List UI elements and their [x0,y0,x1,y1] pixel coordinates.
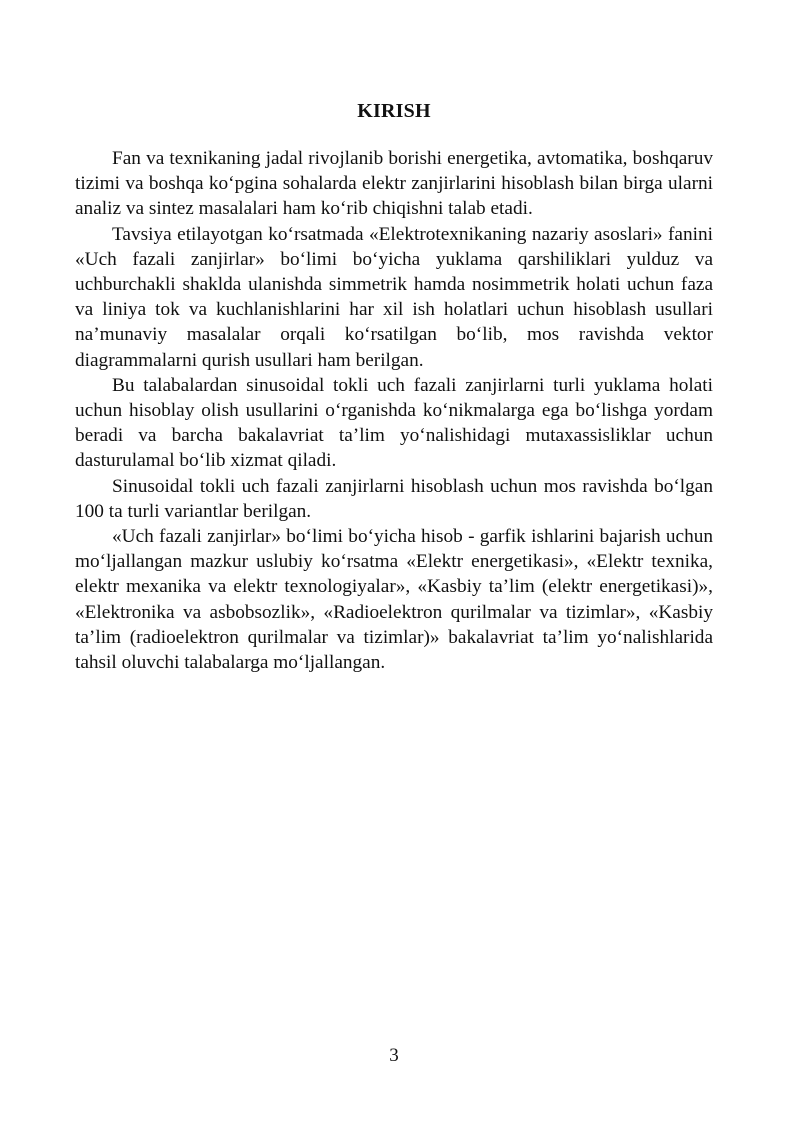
paragraph-3: Bu talabalardan sinusoidal tokli uch fazali zanjirlarni turli yuklama holati uchun hisoblay olish usullarini o‘rganishda ko‘nikmalarga ega bo‘lishga yordam beradi va barcha bakalavriat ta’lim yo‘nalishidagi mutaxassisliklar uchun dasturulamal bo‘lib xizmat qiladi. [75,374,713,472]
page-number: 3 [389,1045,399,1066]
paragraph-4: Sinusoidal tokli uch fazali zanjirlarni hisoblash uchun mos ravishda bo‘lgan 100 ta turli variantlar berilgan. [75,475,713,522]
page-title: KIRISH [357,100,431,122]
body-text [75,146,713,675]
paragraph-1: Fan va texnikaning jadal rivojlanib borishi energetika, avtomatika, boshqaruv tizimi va boshqa ko‘pgina sohalarda elektr zanjirlarini hisoblash bilan birga ularni analiz va sintez masalalari ham ko‘rib chiqishni talab etadi. [75,148,713,220]
paragraph-2: Tavsiya etilayotgan ko‘rsatmada «Elektrotexnikaning nazariy asoslari» fanini «Uch fazali zanjirlar» bo‘limi bo‘yicha yuklama qarshiliklari yulduz va uchburchakli shaklda ulanishda simmetrik hamda nosimmetrik holati uchun faza va liniya tok va kuchlanishlarini har xil ish holatlari uchun hisoblash usullari na’munaviy masalalar orqali ko‘rsatilgan bo‘lib, mos ravishda vektor diagrammalarni qurish usullari ham berilgan. [75,223,713,371]
paragraph-5: «Uch fazali zanjirlar» bo‘limi bo‘yicha hisob - garfik ishlarini bajarish uchun mo‘ljallangan mazkur uslubiy ko‘rsatma «Elektr energetikasi», «Elektr texnika, elektr mexanika va elektr texnologiyalar», «Kasbiy ta’lim (elektr energetikasi)», «Elektronika va asbobsozlik», «Radioelektron qurilmalar va tizimlar», «Kasbiy ta’lim (radioelektron qurilmalar va tizimlar)» bakalavriat ta’lim yo‘nalishlarida tahsil oluvchi talabalarga mo‘ljallangan. [75,526,713,674]
